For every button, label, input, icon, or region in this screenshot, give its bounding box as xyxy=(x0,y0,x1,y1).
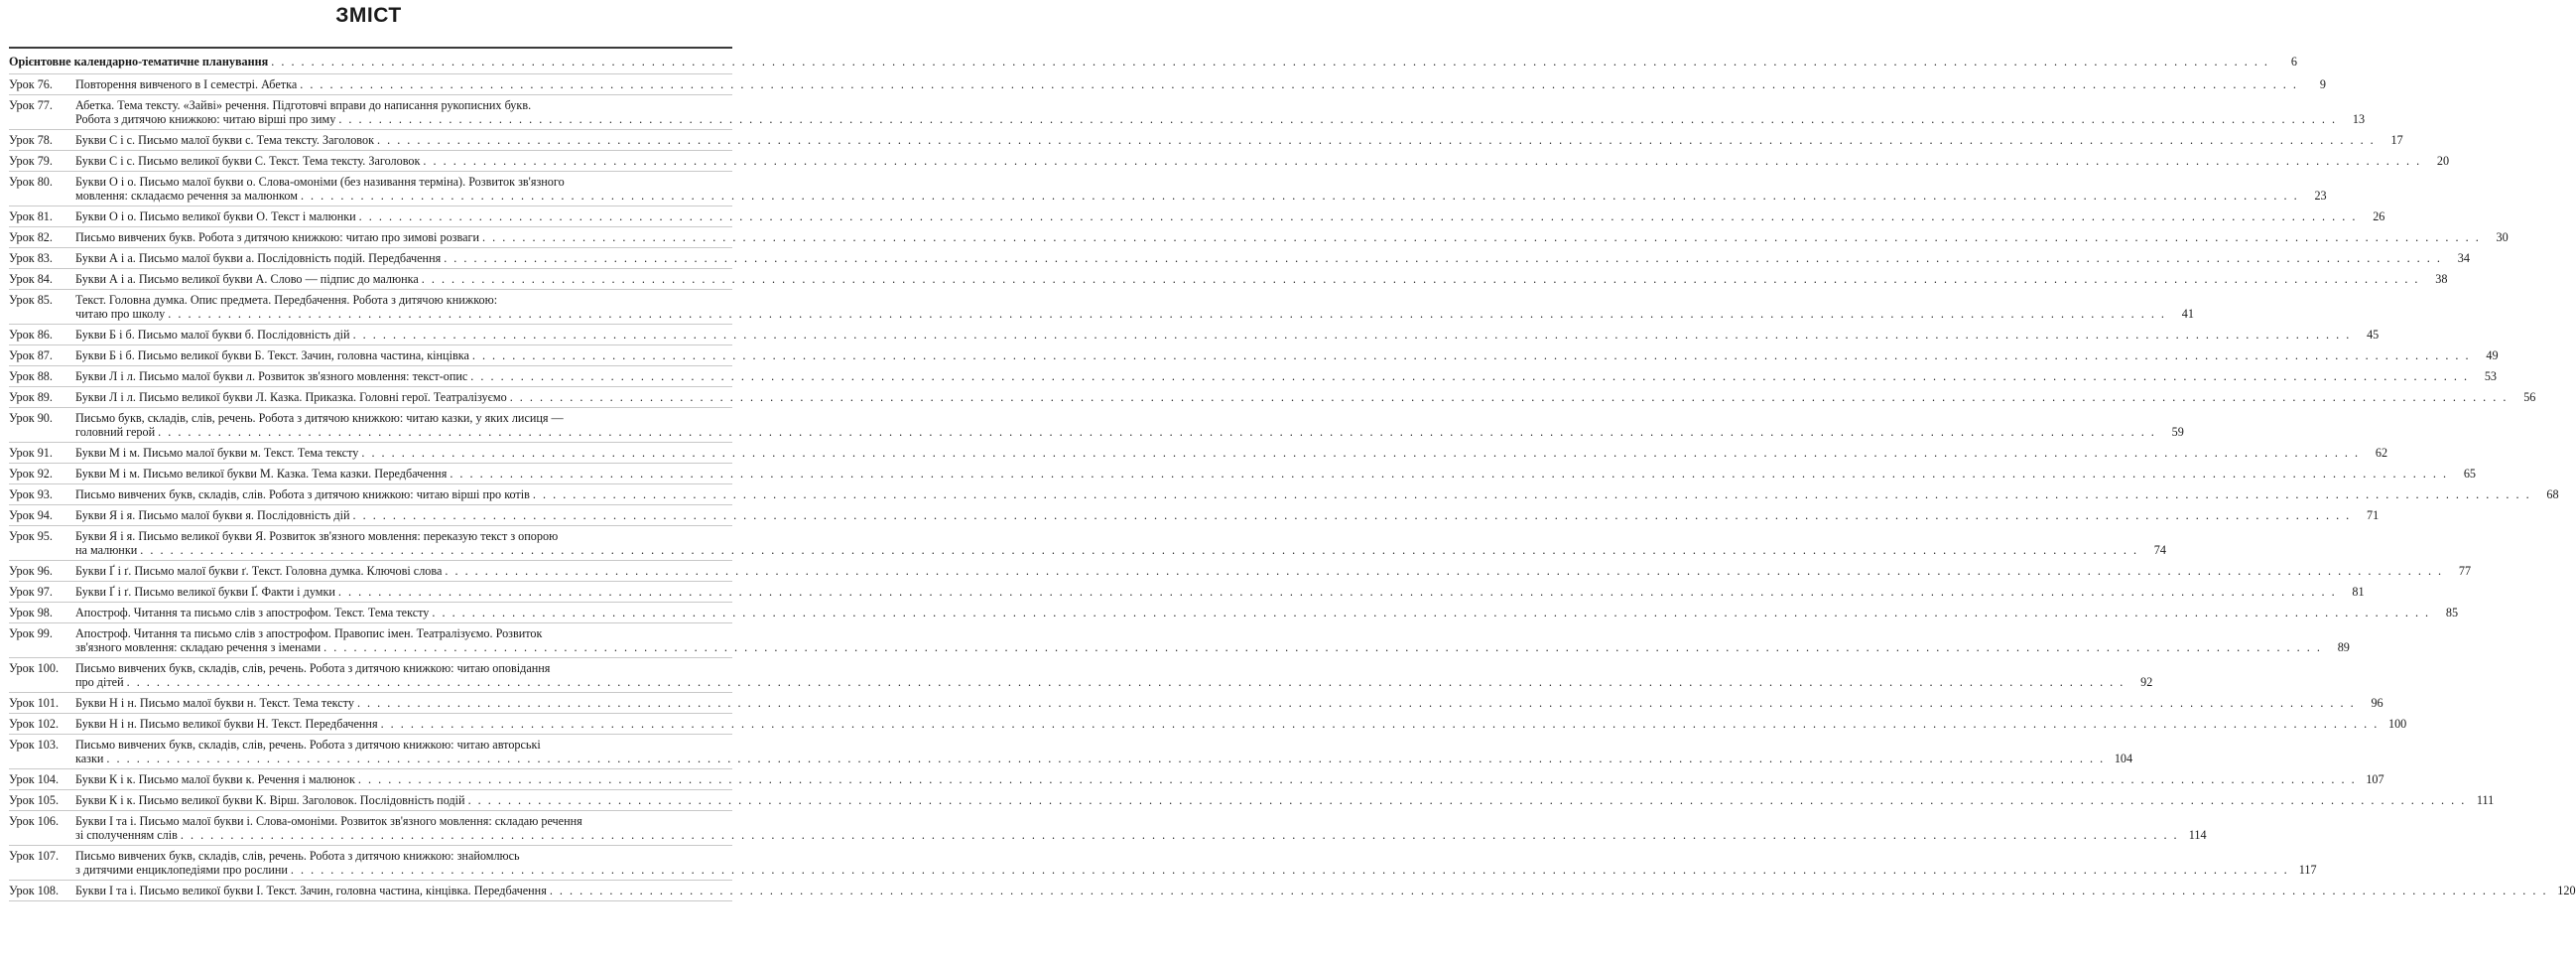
entry-title-line: Букви А і а. Письмо малої букви а. Послідовність подій. Передбачення xyxy=(75,251,442,265)
page-number: 85 xyxy=(2445,606,2459,619)
lesson-number: Урок 101. xyxy=(9,696,60,710)
entry-title-line: Букви Я і я. Письмо малої букви я. Послідовність дій xyxy=(75,508,350,522)
toc-entry xyxy=(9,790,2495,811)
dot-leader: . . . . . . . . . . . . . . . . . . . . . . . . . . . . . . . . . . . . . . . . . . . . . . . . . . . . . . . . . . . . . . . . . . . . . . . . . . . . . . . . . . . . . . . . . . . . . . . . . . . . . . . . . . . . . . . . . . . . . . . . . . . . . . . . . . . . . . . . . . . . . . . . . . . . . . . . . . . . . . . . . . . . . . . . . . . . . . . . . . . . . . . . . . . . . . . . . . . . . . . . xyxy=(421,272,2420,286)
dot-leader: . . . . . . . . . . . . . . . . . . . . . . . . . . . . . . . . . . . . . . . . . . . . . . . . . . . . . . . . . . . . . . . . . . . . . . . . . . . . . . . . . . . . . . . . . . . . . . . . . . . . . . . . . . . . . . . . . . . . . . . . . . . . . . . . . . . . . . . . . . . . . . . . . . . . . . . . . . . . . . . . . . . . . . . . . . . . . . . . . . . . . . . . . . . . . . . . . . . . . . . . xyxy=(444,251,2442,265)
page-number: 68 xyxy=(2546,487,2559,501)
entry-title-line: Букви О і о. Письмо великої букви О. Текст і малюнки xyxy=(75,209,356,223)
entry-title xyxy=(75,626,2350,654)
dot-leader: . . . . . . . . . . . . . . . . . . . . . . . . . . . . . . . . . . . . . . . . . . . . . . . . . . . . . . . . . . . . . . . . . . . . . . . . . . . . . . . . . . . . . . . . . . . . . . . . . . . . . . . . . . . . . . . . . . . . . . . . . . . . . . . . . . . . . . . . . . . . . . . . . . . . . . . . . . . . . . . . . . . . . . . . . . . . . . . . . . . . . . . . . . . . . . . . . . . . . . . . xyxy=(338,112,2338,126)
lesson-number: Урок 83. xyxy=(9,251,53,265)
dot-leader: . . . . . . . . . . . . . . . . . . . . . . . . . . . . . . . . . . . . . . . . . . . . . . . . . . . . . . . . . . . . . . . . . . . . . . . . . . . . . . . . . . . . . . . . . . . . . . . . . . . . . . . . . . . . . . . . . . . . . . . . . . . . . . . . . . . . . . . . . . . . . . . . . . . . . . . . . . . . . . . . . . . . . . . . . . . . . . . . . . . . . . . . . . . . . . . . . . . . . . . . xyxy=(290,863,2289,877)
entry-title xyxy=(75,175,2327,203)
dot-leader: . . . . . . . . . . . . . . . . . . . . . . . . . . . . . . . . . . . . . . . . . . . . . . . . . . . . . . . . . . . . . . . . . . . . . . . . . . . . . . . . . . . . . . . . . . . . . . . . . . . . . . . . . . . . . . . . . . . . . . . . . . . . . . . . . . . . . . . . . . . . . . . . . . . . . . . . . . . . . . . . . . . . . . . . . . . . . . . . . . . . . . . . . . . . . . . . . . . . . . . . xyxy=(356,696,2356,710)
lesson-number: Урок 95. xyxy=(9,529,53,543)
lesson-number: Урок 94. xyxy=(9,508,53,522)
dot-leader: . . . . . . . . . . . . . . . . . . . . . . . . . . . . . . . . . . . . . . . . . . . . . . . . . . . . . . . . . . . . . . . . . . . . . . . . . . . . . . . . . . . . . . . . . . . . . . . . . . . . . . . . . . . . . . . . . . . . . . . . . . . . . . . . . . . . . . . . . . . . . . . . . . . . . . . . . . . . . . . . . . . . . . . . . . . . . . . . . . . . . . . . . . . . . . . . . . . . . . . . xyxy=(482,230,2481,244)
entry-title-line: Букви А і а. Письмо великої букви А. Слово — підпис до малюнка xyxy=(75,272,419,286)
lesson-number: Урок 93. xyxy=(9,487,53,501)
entry-title xyxy=(75,585,2365,599)
page-number: 6 xyxy=(2290,55,2297,69)
entry-title xyxy=(75,411,2184,439)
dot-leader: . . . . . . . . . . . . . . . . . . . . . . . . . . . . . . . . . . . . . . . . . . . . . . . . . . . . . . . . . . . . . . . . . . . . . . . . . . . . . . . . . . . . . . . . . . . . . . . . . . . . . . . . . . . . . . . . . . . . . . . . . . . . . . . . . . . . . . . . . . . . . . . . . . . . . . . . . . . . . . . . . . . . . . . . . . . . . . . . . . . . . . . . . . . . . . . . . . . . . . . . xyxy=(323,640,2322,654)
entry-title-line: Букви М і м. Письмо великої букви М. Казка. Тема казки. Передбачення xyxy=(75,467,448,481)
entry-title-line: Букви С і с. Письмо великої букви С. Текст. Тема тексту. Заголовок xyxy=(75,154,421,168)
lesson-number: Урок 77. xyxy=(9,98,53,112)
entry-title xyxy=(75,793,2495,807)
page-number: 45 xyxy=(2367,328,2380,342)
lesson-number: Урок 105. xyxy=(9,793,60,807)
page-number: 92 xyxy=(2140,675,2153,689)
toc-entry xyxy=(9,172,2327,206)
toc-entry xyxy=(9,769,2384,790)
entry-title xyxy=(75,446,2388,460)
entry-title xyxy=(75,738,2133,765)
lesson-number: Урок 91. xyxy=(9,446,53,460)
lesson-number: Урок 98. xyxy=(9,606,53,619)
page-number: 13 xyxy=(2352,112,2366,126)
toc-entry xyxy=(9,269,2448,290)
entry-title-line: Букви М і м. Письмо малої букви м. Текст. Тема тексту xyxy=(75,446,359,460)
lesson-number: Урок 86. xyxy=(9,328,53,342)
entry-title-line: Букви Л і л. Письмо малої букви л. Розвиток зв'язного мовлення: текст-опис xyxy=(75,369,468,383)
lesson-number: Урок 81. xyxy=(9,209,53,223)
toc-entry xyxy=(9,206,2385,227)
entry-title xyxy=(75,77,2326,91)
entry-title-line: Букви І та і. Письмо малої букви і. Слова-омоніми. Розвиток зв'язного мовлення: складаю речення xyxy=(75,814,582,828)
lesson-number: Урок 103. xyxy=(9,738,60,752)
entry-title-line: Абетка. Тема тексту. «Зайві» речення. Підготовчі вправи до написання рукописних букв. xyxy=(75,98,532,112)
dot-leader: . . . . . . . . . . . . . . . . . . . . . . . . . . . . . . . . . . . . . . . . . . . . . . . . . . . . . . . . . . . . . . . . . . . . . . . . . . . . . . . . . . . . . . . . . . . . . . . . . . . . . . . . . . . . . . . . . . . . . . . . . . . . . . . . . . . . . . . . . . . . . . . . . . . . . . . . . . . . . . . . . . . . . . . . . . . . . . . . . . . . . . . . . . . . . . . . . . . . . . . . xyxy=(470,369,2469,383)
lesson-number: Урок 100. xyxy=(9,661,60,675)
entry-title-line: Апостроф. Читання та письмо слів з апострофом. Правопис імен. Театралізуємо. Розвиток xyxy=(75,626,543,640)
toc-entry xyxy=(9,151,2450,172)
toc-entry xyxy=(9,526,2166,561)
table-of-contents xyxy=(9,47,2576,901)
entry-title xyxy=(75,696,2383,710)
dot-leader: . . . . . . . . . . . . . . . . . . . . . . . . . . . . . . . . . . . . . . . . . . . . . . . . . . . . . . . . . . . . . . . . . . . . . . . . . . . . . . . . . . . . . . . . . . . . . . . . . . . . . . . . . . . . . . . . . . . . . . . . . . . . . . . . . . . . . . . . . . . . . . . . . . . . . . . . . . . . . . . . . . . . . . . . . . . . . . . . . . . . . . . . . . . . . . . . . . . . . . . . xyxy=(352,328,2352,342)
dot-leader: . . . . . . . . . . . . . . . . . . . . . . . . . . . . . . . . . . . . . . . . . . . . . . . . . . . . . . . . . . . . . . . . . . . . . . . . . . . . . . . . . . . . . . . . . . . . . . . . . . . . . . . . . . . . . . . . . . . . . . . . . . . . . . . . . . . . . . . . . . . . . . . . . . . . . . . . . . . . . . . . . . . . . . . . . . . . . . . . . . . . . . . . . . . . . . . . . . . . . . . . xyxy=(337,585,2337,599)
dot-leader: . . . . . . . . . . . . . . . . . . . . . . . . . . . . . . . . . . . . . . . . . . . . . . . . . . . . . . . . . . . . . . . . . . . . . . . . . . . . . . . . . . . . . . . . . . . . . . . . . . . . . . . . . . . . . . . . . . . . . . . . . . . . . . . . . . . . . . . . . . . . . . . . . . . . . . . . . . . . . . . . . . . . . . . . . . . . . . . . . . . . . . . . . . . . . . . . . . . . . . . . xyxy=(106,752,2106,765)
entry-title-line: Повторення вивченого в І семестрі. Абетка xyxy=(75,77,298,91)
page-number: 65 xyxy=(2463,467,2477,481)
entry-title-line: Букви Н і н. Письмо великої букви Н. Текст. Передбачення xyxy=(75,717,378,731)
toc-entry xyxy=(9,693,2383,714)
entry-title xyxy=(75,348,2499,362)
page-number: 9 xyxy=(2319,77,2326,91)
toc-entry xyxy=(9,603,2459,623)
dot-leader: . . . . . . . . . . . . . . . . . . . . . . . . . . . . . . . . . . . . . . . . . . . . . . . . . . . . . . . . . . . . . . . . . . . . . . . . . . . . . . . . . . . . . . . . . . . . . . . . . . . . . . . . . . . . . . . . . . . . . . . . . . . . . . . . . . . . . . . . . . . . . . . . . . . . . . . . . . . . . . . . . . . . . . . . . . . . . . . . . . . . . . . . . . . . . . . . . . . . . . . . xyxy=(380,717,2380,731)
lesson-number: Урок 78. xyxy=(9,133,53,147)
entry-title-line: Робота з дитячою книжкою: читаю вірші про зиму xyxy=(75,112,336,126)
toc-entry xyxy=(9,227,2509,248)
entry-title-line: Букви Я і я. Письмо великої букви Я. Розвиток зв'язного мовлення: переказую текст з опорою xyxy=(75,529,559,543)
entry-title-line: з дитячими енциклопедіями про рослини xyxy=(75,863,288,877)
page-number: 53 xyxy=(2484,369,2497,383)
entry-title-line: Букви Ґ і ґ. Письмо великої букви Ґ. Факти і думки xyxy=(75,585,335,599)
dot-leader: . . . . . . . . . . . . . . . . . . . . . . . . . . . . . . . . . . . . . . . . . . . . . . . . . . . . . . . . . . . . . . . . . . . . . . . . . . . . . . . . . . . . . . . . . . . . . . . . . . . . . . . . . . . . . . . . . . . . . . . . . . . . . . . . . . . . . . . . . . . . . . . . . . . . . . . . . . . . . . . . . . . . . . . . . . . . . . . . . . . . . . . . . . . . . . . . . . . . . . . . xyxy=(352,508,2352,522)
page-number: 117 xyxy=(2298,863,2317,877)
lesson-number: Урок 85. xyxy=(9,293,53,307)
page-number: 74 xyxy=(2153,543,2166,557)
entry-title xyxy=(75,529,2166,557)
page-number: 17 xyxy=(2390,133,2403,147)
entry-title xyxy=(75,133,2403,147)
page-number: 111 xyxy=(2476,793,2495,807)
toc-entry xyxy=(9,735,2133,769)
toc-entry xyxy=(9,881,2576,901)
entry-title xyxy=(75,487,2559,501)
dot-leader: . . . . . . . . . . . . . . . . . . . . . . . . . . . . . . . . . . . . . . . . . . . . . . . . . . . . . . . . . . . . . . . . . . . . . . . . . . . . . . . . . . . . . . . . . . . . . . . . . . . . . . . . . . . . . . . . . . . . . . . . . . . . . . . . . . . . . . . . . . . . . . . . . . . . . . . . . . . . . . . . . . . . . . . . . . . . . . . . . . . . . . . . . . . . . . . . . . . . . . . . xyxy=(361,446,2361,460)
page-number: 59 xyxy=(2171,425,2184,439)
dot-leader: . . . . . . . . . . . . . . . . . . . . . . . . . . . . . . . . . . . . . . . . . . . . . . . . . . . . . . . . . . . . . . . . . . . . . . . . . . . . . . . . . . . . . . . . . . . . . . . . . . . . . . . . . . . . . . . . . . . . . . . . . . . . . . . . . . . . . . . . . . . . . . . . . . . . . . . . . . . . . . . . . . . . . . . . . . . . . . . . . . . . . . . . . . . . . . . . . . . . . . . . xyxy=(180,828,2179,842)
lesson-number: Урок 102. xyxy=(9,717,60,731)
page-number: 41 xyxy=(2181,307,2194,321)
entry-title xyxy=(75,467,2477,481)
dot-leader: . . . . . . . . . . . . . . . . . . . . . . . . . . . . . . . . . . . . . . . . . . . . . . . . . . . . . . . . . . . . . . . . . . . . . . . . . . . . . . . . . . . . . . . . . . . . . . . . . . . . . . . . . . . . . . . . . . . . . . . . . . . . . . . . . . . . . . . . . . . . . . . . . . . . . . . . . . . . . . . . . . . . . . . . . . . . . . . . . . . . . . . . . . . . . . . . . . . . . . . . xyxy=(471,348,2471,362)
page-number: 62 xyxy=(2375,446,2388,460)
entry-title-line: Букви С і с. Письмо малої букви с. Тема тексту. Заголовок xyxy=(75,133,374,147)
toc-entry xyxy=(9,325,2380,345)
entry-title-line: мовлення: складаємо речення за малюнком xyxy=(75,189,298,203)
page-number: 107 xyxy=(2366,772,2384,786)
entry-title xyxy=(75,564,2472,578)
entry-title xyxy=(75,272,2448,286)
entry-title xyxy=(75,209,2385,223)
toc-entry xyxy=(9,290,2194,325)
page-number: 26 xyxy=(2373,209,2385,223)
dot-leader: . . . . . . . . . . . . . . . . . . . . . . . . . . . . . . . . . . . . . . . . . . . . . . . . . . . . . . . . . . . . . . . . . . . . . . . . . . . . . . . . . . . . . . . . . . . . . . . . . . . . . . . . . . . . . . . . . . . . . . . . . . . . . . . . . . . . . . . . . . . . . . . . . . . . . . . . . . . . . . . . . . . . . . . . . . . . . . . . . . . . . . . . . . . . . . . . . . . . . . . . xyxy=(126,675,2125,689)
dot-leader: . . . . . . . . . . . . . . . . . . . . . . . . . . . . . . . . . . . . . . . . . . . . . . . . . . . . . . . . . . . . . . . . . . . . . . . . . . . . . . . . . . . . . . . . . . . . . . . . . . . . . . . . . . . . . . . . . . . . . . . . . . . . . . . . . . . . . . . . . . . . . . . . . . . . . . . . . . . . . . . . . . . . . . . . . . . . . . . . . . . . . . . . . . . . . . . . . . . . . . . . xyxy=(445,564,2444,578)
entry-title-line: Букви І та і. Письмо великої букви І. Текст. Зачин, головна частина, кінцівка. Передбачення xyxy=(75,884,547,897)
entry-title xyxy=(75,814,2207,842)
entry-title xyxy=(75,606,2459,619)
toc-entry xyxy=(9,811,2207,846)
entry-title xyxy=(75,390,2536,404)
lesson-number: Урок 92. xyxy=(9,467,53,481)
entry-title-line: про дітей xyxy=(75,675,124,689)
lesson-number: Урок 79. xyxy=(9,154,53,168)
lesson-number: Урок 88. xyxy=(9,369,53,383)
toc-entry xyxy=(9,387,2536,408)
page-number: 104 xyxy=(2114,752,2133,765)
lesson-number: Урок 108. xyxy=(9,884,60,897)
page-number: 38 xyxy=(2435,272,2448,286)
dot-leader: . . . . . . . . . . . . . . . . . . . . . . . . . . . . . . . . . . . . . . . . . . . . . . . . . . . . . . . . . . . . . . . . . . . . . . . . . . . . . . . . . . . . . . . . . . . . . . . . . . . . . . . . . . . . . . . . . . . . . . . . . . . . . . . . . . . . . . . . . . . . . . . . . . . . . . . . . . . . . . . . . . . . . . . . . . . . . . . . . . . . . . . . . . . . . . . . . . . . . . . . xyxy=(158,425,2156,439)
dot-leader: . . . . . . . . . . . . . . . . . . . . . . . . . . . . . . . . . . . . . . . . . . . . . . . . . . . . . . . . . . . . . . . . . . . . . . . . . . . . . . . . . . . . . . . . . . . . . . . . . . . . . . . . . . . . . . . . . . . . . . . . . . . . . . . . . . . . . . . . . . . . . . . . . . . . . . . . . . . . . . . . . . . . . . . . . . . . . . . . . . . . . . . . . . . . . . . . . . . . . . . . xyxy=(450,467,2449,481)
lesson-number: Урок 106. xyxy=(9,814,60,828)
entry-title-line: на малюнки xyxy=(75,543,138,557)
entry-title xyxy=(75,849,2317,877)
entry-title-line: зв'язного мовлення: складаю речення з іменами xyxy=(75,640,322,654)
dot-leader: . . . . . . . . . . . . . . . . . . . . . . . . . . . . . . . . . . . . . . . . . . . . . . . . . . . . . . . . . . . . . . . . . . . . . . . . . . . . . . . . . . . . . . . . . . . . . . . . . . . . . . . . . . . . . . . . . . . . . . . . . . . . . . . . . . . . . . . . . . . . . . . . . . . . . . . . . . . . . . . . . . . . . . . . . . . . . . . . . . . . . . . . . . . . . . . . . . . . . . . . xyxy=(432,606,2431,619)
dot-leader: . . . . . . . . . . . . . . . . . . . . . . . . . . . . . . . . . . . . . . . . . . . . . . . . . . . . . . . . . . . . . . . . . . . . . . . . . . . . . . . . . . . . . . . . . . . . . . . . . . . . . . . . . . . . . . . . . . . . . . . . . . . . . . . . . . . . . . . . . . . . . . . . . . . . . . . . . . . . . . . . . . . . . . . . . . . . . . . . . . . . . . . . . . . . . . . . . . . . . . . . xyxy=(532,487,2531,501)
toc-entry xyxy=(9,582,2365,603)
page-title: ЗМІСТ xyxy=(335,4,402,27)
page-number: 34 xyxy=(2457,251,2470,265)
entry-title xyxy=(75,369,2497,383)
toc-entry xyxy=(9,658,2153,693)
toc-entry xyxy=(9,47,2297,74)
entry-title-line: казки xyxy=(75,752,104,765)
page-number: 100 xyxy=(2387,717,2407,731)
toc-entry xyxy=(9,248,2470,269)
page-number: 23 xyxy=(2314,189,2327,203)
lesson-number: Урок 97. xyxy=(9,585,53,599)
entry-title-line: Письмо вивчених букв, складів, слів, речень. Робота з дитячою книжкою: знайомлюсь xyxy=(75,849,520,863)
dot-leader: . . . . . . . . . . . . . . . . . . . . . . . . . . . . . . . . . . . . . . . . . . . . . . . . . . . . . . . . . . . . . . . . . . . . . . . . . . . . . . . . . . . . . . . . . . . . . . . . . . . . . . . . . . . . . . . . . . . . . . . . . . . . . . . . . . . . . . . . . . . . . . . . . . . . . . . . . . . . . . . . . . . . . . . . . . . . . . . . . . . . . . . . . . . . . . . . . . . . . . . . xyxy=(377,133,2376,147)
entry-title-line: Букви О і о. Письмо малої букви о. Слова-омоніми (без називання терміна). Розвиток зв'язного xyxy=(75,175,565,189)
entry-title xyxy=(75,884,2576,897)
dot-leader: . . . . . . . . . . . . . . . . . . . . . . . . . . . . . . . . . . . . . . . . . . . . . . . . . . . . . . . . . . . . . . . . . . . . . . . . . . . . . . . . . . . . . . . . . . . . . . . . . . . . . . . . . . . . . . . . . . . . . . . . . . . . . . . . . . . . . . . . . . . . . . . . . . . . . . . . . . . . . . . . . . . . . . . . . . . . . . . . . . . . . . . . . . . . . . . . . . . . . . . . xyxy=(509,390,2509,404)
entry-title xyxy=(75,772,2384,786)
entry-title xyxy=(75,293,2194,321)
dot-leader: . . . . . . . . . . . . . . . . . . . . . . . . . . . . . . . . . . . . . . . . . . . . . . . . . . . . . . . . . . . . . . . . . . . . . . . . . . . . . . . . . . . . . . . . . . . . . . . . . . . . . . . . . . . . . . . . . . . . . . . . . . . . . . . . . . . . . . . . . . . . . . . . . . . . . . . . . . . . . . . . . . . . . . . . . . . . . . . . . . . . . . . . . . . . . . . . . . . . . . . . xyxy=(168,307,2166,321)
entry-title-line: Букви Б і б. Письмо великої букви Б. Текст. Зачин, головна частина, кінцівка xyxy=(75,348,469,362)
entry-title xyxy=(75,661,2153,689)
toc-entry xyxy=(9,464,2477,484)
lesson-number: Урок 82. xyxy=(9,230,53,244)
lesson-number: Урок 90. xyxy=(9,411,53,425)
page-number: 77 xyxy=(2458,564,2472,578)
dot-leader: . . . . . . . . . . . . . . . . . . . . . . . . . . . . . . . . . . . . . . . . . . . . . . . . . . . . . . . . . . . . . . . . . . . . . . . . . . . . . . . . . . . . . . . . . . . . . . . . . . . . . . . . . . . . . . . . . . . . . . . . . . . . . . . . . . . . . . . . . . . . . . . . . . . . . . . . . . . . . . . . . . . . . . . . . . . . . . . . . . . . . . . . . . . . . . . . . . . . . . . . xyxy=(271,55,2269,69)
lesson-number: Урок 89. xyxy=(9,390,53,404)
page-number: 30 xyxy=(2496,230,2509,244)
entry-title-line: Письмо букв, складів, слів, речень. Робота з дитячою книжкою: читаю казки, у яких лисиця — xyxy=(75,411,564,425)
entry-title-line: Букви Б і б. Письмо малої букви б. Послідовність дій xyxy=(75,328,350,342)
toc-entry xyxy=(9,623,2350,658)
lesson-number: Урок 107. xyxy=(9,849,60,863)
dot-leader: . . . . . . . . . . . . . . . . . . . . . . . . . . . . . . . . . . . . . . . . . . . . . . . . . . . . . . . . . . . . . . . . . . . . . . . . . . . . . . . . . . . . . . . . . . . . . . . . . . . . . . . . . . . . . . . . . . . . . . . . . . . . . . . . . . . . . . . . . . . . . . . . . . . . . . . . . . . . . . . . . . . . . . . . . . . . . . . . . . . . . . . . . . . . . . . . . . . . . . . . xyxy=(357,772,2357,786)
lesson-number: Урок 99. xyxy=(9,626,53,640)
entry-title xyxy=(75,328,2380,342)
entry-title-line: зі сполученням слів xyxy=(75,828,178,842)
toc-entry xyxy=(9,846,2317,881)
entry-title-line: Букви К і к. Письмо великої букви К. Вірш. Заголовок. Послідовність подій xyxy=(75,793,465,807)
entry-title-line: Письмо вивчених букв, складів, слів, речень. Робота з дитячою книжкою: читаю авторські xyxy=(75,738,541,752)
entry-title-line: Текст. Головна думка. Опис предмета. Передбачення. Робота з дитячою книжкою: xyxy=(75,293,498,307)
page-number: 56 xyxy=(2523,390,2536,404)
entry-title-line: Букви Ґ і ґ. Письмо малої букви ґ. Текст. Головна думка. Ключові слова xyxy=(75,564,443,578)
toc-entry xyxy=(9,345,2499,366)
dot-leader: . . . . . . . . . . . . . . . . . . . . . . . . . . . . . . . . . . . . . . . . . . . . . . . . . . . . . . . . . . . . . . . . . . . . . . . . . . . . . . . . . . . . . . . . . . . . . . . . . . . . . . . . . . . . . . . . . . . . . . . . . . . . . . . . . . . . . . . . . . . . . . . . . . . . . . . . . . . . . . . . . . . . . . . . . . . . . . . . . . . . . . . . . . . . . . . . . . . . . . . . xyxy=(140,543,2138,557)
entry-title-line: Апостроф. Читання та письмо слів з апострофом. Текст. Тема тексту xyxy=(75,606,430,619)
toc-entry xyxy=(9,74,2326,95)
entry-title xyxy=(75,717,2407,731)
entry-title-line: Букви Л і л. Письмо великої букви Л. Казка. Приказка. Головні герої. Театралізуємо xyxy=(75,390,507,404)
entry-title-line: головний герой xyxy=(75,425,156,439)
page-number: 114 xyxy=(2188,828,2207,842)
toc-entry xyxy=(9,366,2497,387)
lesson-number: Урок 84. xyxy=(9,272,53,286)
toc-entry xyxy=(9,505,2380,526)
entry-title xyxy=(75,251,2470,265)
dot-leader: . . . . . . . . . . . . . . . . . . . . . . . . . . . . . . . . . . . . . . . . . . . . . . . . . . . . . . . . . . . . . . . . . . . . . . . . . . . . . . . . . . . . . . . . . . . . . . . . . . . . . . . . . . . . . . . . . . . . . . . . . . . . . . . . . . . . . . . . . . . . . . . . . . . . . . . . . . . . . . . . . . . . . . . . . . . . . . . . . . . . . . . . . . . . . . . . . . . . . . . . xyxy=(467,793,2467,807)
dot-leader: . . . . . . . . . . . . . . . . . . . . . . . . . . . . . . . . . . . . . . . . . . . . . . . . . . . . . . . . . . . . . . . . . . . . . . . . . . . . . . . . . . . . . . . . . . . . . . . . . . . . . . . . . . . . . . . . . . . . . . . . . . . . . . . . . . . . . . . . . . . . . . . . . . . . . . . . . . . . . . . . . . . . . . . . . . . . . . . . . . . . . . . . . . . . . . . . . . . . . . . . xyxy=(300,77,2298,91)
entry-title-line: Письмо вивчених букв. Робота з дитячою книжкою: читаю про зимові розваги xyxy=(75,230,480,244)
entry-title xyxy=(9,55,2297,69)
page-number: 71 xyxy=(2367,508,2380,522)
lesson-number: Урок 87. xyxy=(9,348,53,362)
toc-entry xyxy=(9,408,2184,443)
dot-leader: . . . . . . . . . . . . . . . . . . . . . . . . . . . . . . . . . . . . . . . . . . . . . . . . . . . . . . . . . . . . . . . . . . . . . . . . . . . . . . . . . . . . . . . . . . . . . . . . . . . . . . . . . . . . . . . . . . . . . . . . . . . . . . . . . . . . . . . . . . . . . . . . . . . . . . . . . . . . . . . . . . . . . . . . . . . . . . . . . . . . . . . . . . . . . . . . . . . . . . . . xyxy=(423,154,2422,168)
dot-leader: . . . . . . . . . . . . . . . . . . . . . . . . . . . . . . . . . . . . . . . . . . . . . . . . . . . . . . . . . . . . . . . . . . . . . . . . . . . . . . . . . . . . . . . . . . . . . . . . . . . . . . . . . . . . . . . . . . . . . . . . . . . . . . . . . . . . . . . . . . . . . . . . . . . . . . . . . . . . . . . . . . . . . . . . . . . . . . . . . . . . . . . . . . . . . . . . . . . . . . . . xyxy=(358,209,2358,223)
toc-entry xyxy=(9,484,2559,505)
page-number: 120 xyxy=(2557,884,2576,897)
dot-leader: . . . . . . . . . . . . . . . . . . . . . . . . . . . . . . . . . . . . . . . . . . . . . . . . . . . . . . . . . . . . . . . . . . . . . . . . . . . . . . . . . . . . . . . . . . . . . . . . . . . . . . . . . . . . . . . . . . . . . . . . . . . . . . . . . . . . . . . . . . . . . . . . . . . . . . . . . . . . . . . . . . . . . . . . . . . . . . . . . . . . . . . . . . . . . . . . . . . . . . . . xyxy=(549,884,2548,897)
page-number: 81 xyxy=(2352,585,2365,599)
entry-title-line: Букви Н і н. Письмо малої букви н. Текст. Тема тексту xyxy=(75,696,354,710)
toc-entry xyxy=(9,95,2366,130)
toc-entry xyxy=(9,130,2403,151)
toc-entry xyxy=(9,443,2388,464)
lesson-number: Урок 96. xyxy=(9,564,53,578)
entry-title-line: Орієнтовне календарно-тематичне планування xyxy=(9,55,269,69)
lesson-number: Урок 76. xyxy=(9,77,53,91)
entry-title xyxy=(75,98,2366,126)
entry-title-line: Письмо вивчених букв, складів, слів. Робота з дитячою книжкою: читаю вірші про котів xyxy=(75,487,530,501)
entry-title xyxy=(75,230,2509,244)
entry-title xyxy=(75,154,2450,168)
page-number: 20 xyxy=(2436,154,2450,168)
toc-entry xyxy=(9,561,2472,582)
entry-title-line: Письмо вивчених букв, складів, слів, речень. Робота з дитячою книжкою: читаю оповідання xyxy=(75,661,551,675)
lesson-number: Урок 104. xyxy=(9,772,60,786)
entry-title-line: читаю про школу xyxy=(75,307,166,321)
lesson-number: Урок 80. xyxy=(9,175,53,189)
entry-title-line: Букви К і к. Письмо малої букви к. Речення і малюнок xyxy=(75,772,355,786)
dot-leader: . . . . . . . . . . . . . . . . . . . . . . . . . . . . . . . . . . . . . . . . . . . . . . . . . . . . . . . . . . . . . . . . . . . . . . . . . . . . . . . . . . . . . . . . . . . . . . . . . . . . . . . . . . . . . . . . . . . . . . . . . . . . . . . . . . . . . . . . . . . . . . . . . . . . . . . . . . . . . . . . . . . . . . . . . . . . . . . . . . . . . . . . . . . . . . . . . . . . . . . . xyxy=(300,189,2299,203)
page-number: 49 xyxy=(2486,348,2499,362)
page-number: 89 xyxy=(2337,640,2350,654)
entry-title xyxy=(75,508,2380,522)
page-number: 96 xyxy=(2371,696,2383,710)
toc-entry xyxy=(9,714,2407,735)
